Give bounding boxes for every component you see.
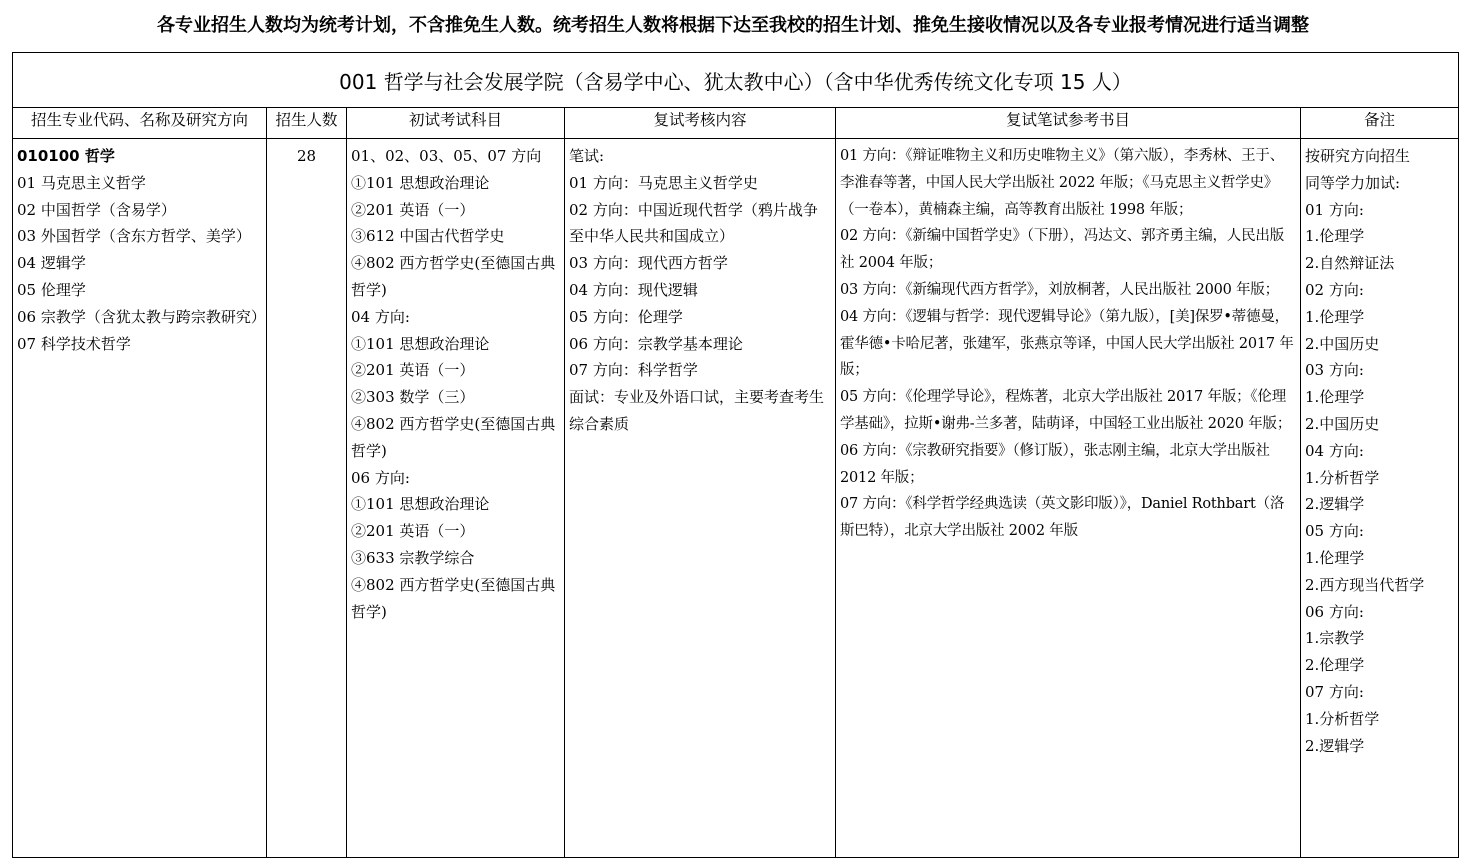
note-line: 1.伦理学 (1305, 548, 1365, 567)
header-exam: 初试考试科目 (347, 108, 565, 139)
note-line: 2.伦理学 (1305, 656, 1365, 675)
exam-cell (347, 139, 565, 858)
header-notes: 备注 (1301, 108, 1459, 139)
retest-item: 07 方向：科学哲学 (569, 361, 698, 380)
retest-cell (565, 139, 836, 858)
note-line: 07 方向: (1305, 682, 1364, 701)
header-books: 复试笔试参考书目 (836, 108, 1301, 139)
note-line: 04 方向: (1305, 441, 1364, 460)
retest-item: 01 方向：马克思主义哲学史 (569, 173, 758, 192)
exam-subject: ①101 思想政治理论 (351, 173, 490, 192)
retest-item: 面试：专业及外语口试，主要考查考生综合素质 (569, 388, 825, 433)
note-line: 2.逻辑学 (1305, 495, 1365, 514)
research-direction: 05 伦理学 (17, 280, 86, 299)
header-retest: 复试考核内容 (565, 108, 836, 139)
exam-subject: ③633 宗教学综合 (351, 548, 475, 567)
header-major: 招生专业代码、名称及研究方向 (13, 108, 267, 139)
reference-book: 06 方向：《宗教研究指要》（修订版），张志刚主编，北京大学出版社 2012 年版； (840, 442, 1270, 486)
exam-subject: ②201 英语（一） (351, 522, 475, 541)
note-line: 01 方向: (1305, 200, 1364, 219)
reference-book: 01 方向：《辩证唯物主义和历史唯物主义》（第六版），李秀林、王于、李淮春等著，中国人民大学出版社 2022 年版；《马克思主义哲学史》（一卷本），黄楠森主编，高等教育出版社 1998 年版； (840, 148, 1285, 218)
note-line: 06 方向: (1305, 602, 1364, 621)
retest-item: 03 方向：现代西方哲学 (569, 254, 728, 273)
retest-item: 笔试: (569, 147, 605, 165)
research-direction: 01 马克思主义哲学 (17, 173, 146, 192)
note-line: 1.伦理学 (1305, 307, 1365, 326)
notice-text: 各专业招生人数均为统考计划，不含推免生人数。统考招生人数将根据下达至我校的招生计划、推免生接收情况以及各专业报考情况进行适当调整 (157, 15, 1309, 36)
retest-item: 05 方向：伦理学 (569, 307, 683, 326)
note-line: 1.分析哲学 (1305, 468, 1380, 487)
exam-subject: ④802 西方哲学史(至德国古典哲学) (351, 414, 556, 460)
note-line: 02 方向: (1305, 280, 1364, 299)
note-line: 05 方向: (1305, 522, 1364, 541)
exam-subject: ①101 思想政治理论 (351, 334, 490, 353)
exam-subject: ④802 西方哲学史(至德国古典哲学) (351, 254, 556, 299)
exam-subject: ①101 思想政治理论 (351, 495, 490, 514)
research-direction: 06 宗教学（含犹太教与跨宗教研究） (17, 307, 266, 326)
major-code-name: 010100 哲学 (17, 147, 115, 165)
note-line: 2.西方现当代哲学 (1305, 575, 1425, 594)
note-line: 1.伦理学 (1305, 227, 1365, 246)
reference-book: 04 方向：《逻辑与哲学：现代逻辑导论》（第九版），[美]保罗•蒂德曼，霍华德•卡哈尼著，张建军，张燕京等译，中国人民大学出版社 2017 年版； (840, 308, 1294, 379)
research-direction: 04 逻辑学 (17, 254, 86, 273)
books-cell (836, 139, 1301, 858)
exam-subject: ③612 中国古代哲学史 (351, 227, 505, 246)
research-direction: 03 外国哲学（含东方哲学、美学） (17, 227, 251, 246)
exam-subject: ②201 英语（一） (351, 361, 475, 380)
reference-book: 05 方向：《伦理学导论》，程炼著，北京大学出版社 2017 年版；《伦理学基础》，拉斯•谢弗-兰多著，陆萌译，中国轻工业出版社 2020 年版； (840, 389, 1292, 432)
exam-subject: 06 方向: (351, 468, 410, 487)
retest-item: 02 方向：中国近现代哲学（鸦片战争至中华人民共和国成立） (569, 200, 818, 246)
retest-item: 06 方向：宗教学基本理论 (569, 334, 743, 353)
note-line: 1.宗教学 (1305, 629, 1365, 648)
college-title: 001 哲学与社会发展学院（含易学中心、犹太教中心）（含中华优秀传统文化专项 15 人） (13, 53, 1459, 108)
note-line: 2.中国历史 (1305, 334, 1380, 353)
exam-subject: ②201 英语（一） (351, 200, 475, 219)
retest-item: 04 方向：现代逻辑 (569, 280, 698, 299)
research-direction: 02 中国哲学（含易学） (17, 200, 176, 219)
exam-subject: 01、02、03、05、07 方向 (351, 147, 542, 165)
note-line: 同等学力加试: (1305, 173, 1401, 192)
note-line: 按研究方向招生 (1305, 147, 1411, 165)
reference-book: 03 方向：《新编现代西方哲学》，刘放桐著，人民出版社 2000 年版； (840, 281, 1279, 298)
research-direction: 07 科学技术哲学 (17, 334, 131, 353)
reference-book: 02 方向：《新编中国哲学史》（下册），冯达文、郭齐勇主编，人民出版社 2004 年版； (840, 228, 1285, 272)
reference-book: 07 方向：《科学哲学经典选读（英文影印版）》，Daniel Rothbart（洛斯巴特），北京大学出版社 2002 年版 (840, 496, 1285, 540)
exam-subject: 04 方向: (351, 307, 410, 326)
count-cell (267, 139, 347, 858)
exam-subject: ④802 西方哲学史(至德国古典哲学) (351, 575, 556, 621)
header-count: 招生人数 (267, 108, 347, 139)
major-cell (13, 139, 267, 858)
note-line: 2.逻辑学 (1305, 736, 1365, 755)
note-line: 1.伦理学 (1305, 388, 1365, 407)
notes-cell (1301, 139, 1459, 858)
enrollment-count: 28 (296, 147, 317, 165)
note-line: 2.中国历史 (1305, 414, 1380, 433)
admission-plan-table (12, 52, 1459, 858)
note-line: 03 方向: (1305, 361, 1364, 380)
exam-subject: ②303 数学（三） (351, 388, 475, 407)
note-line: 1.分析哲学 (1305, 709, 1380, 728)
note-line: 2.自然辩证法 (1305, 254, 1395, 273)
